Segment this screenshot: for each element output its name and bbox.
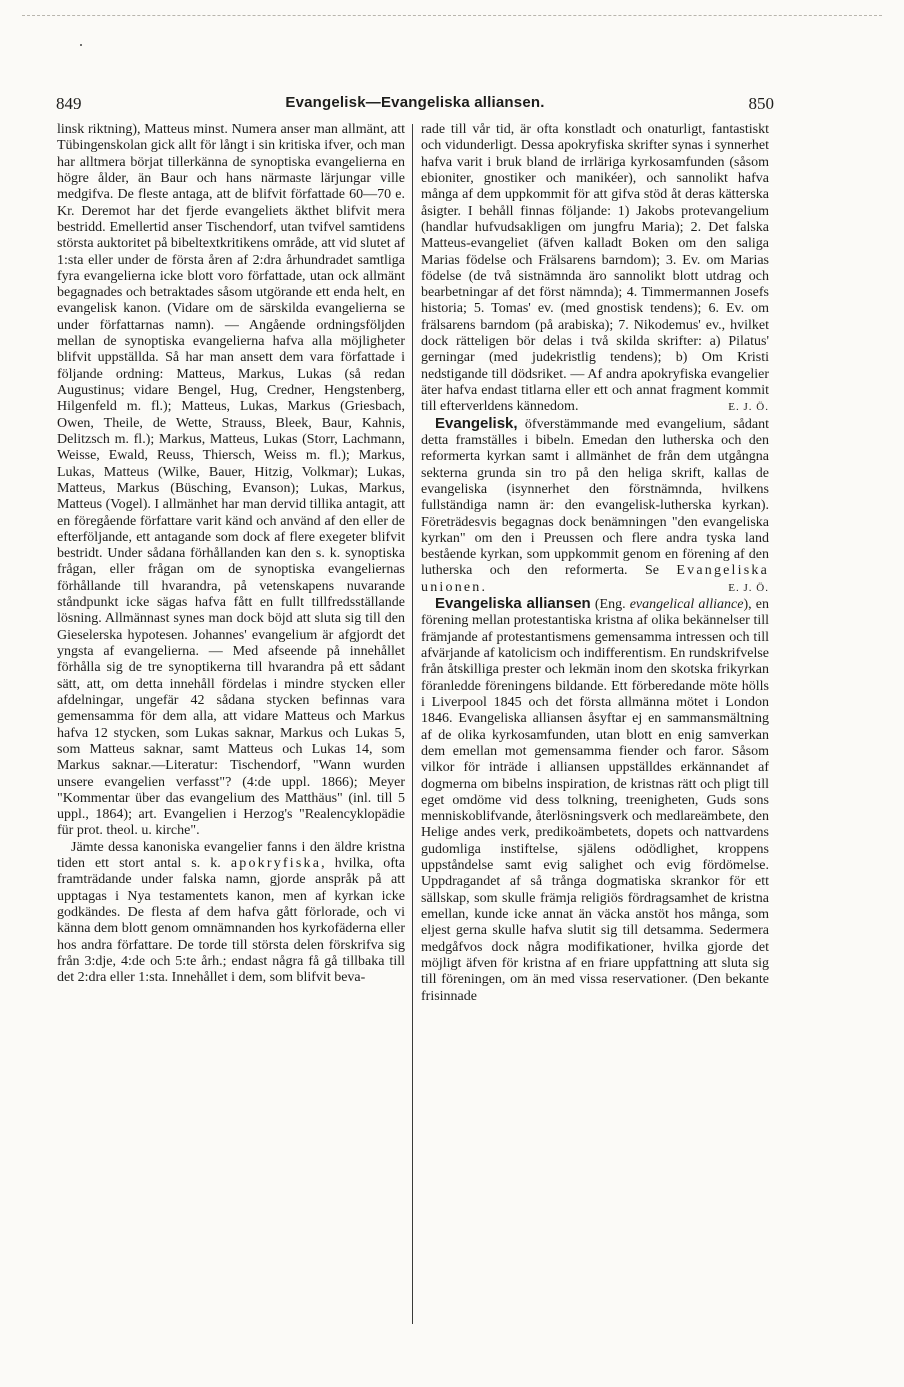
entry-evangelisk — [421, 416, 769, 596]
headword-evangelisk: Evangelisk, — [435, 414, 518, 432]
entry-evangeliska-alliansen-body: ), en förening mellan protestantiska kristna af olika bekännelser till främjande af protestantismens gemensamma intressen och till afvärjande af katolicism och indifferentism. En rundskrifvelse från åtskilliga prester och lekmän inom den skotska frikyrkan föranledde föreningens bildande. Ett förberedande möte hölls i Liverpool 1845 och det första allmänna mötet i London 1846. Evangeliska alliansen åsyftar ej en sammansmältning af de olika kyrkosamfunden, utan blott en enig samverkan dem emellan mot gemensamma fiender och faror. Såsom vilkor för inträde i alliansen uppställdes erkännandet af dogmerna om bibelns inspiration, de kristnas rätt och pligt till eget omdöme vid dess tolkning, treenigheten, Guds sons menniskoblifvande, återlösningsverk och medlareämbete, den Helige andes verk, predikoämbetets, dopets och nattvardens gudomliga instiftelse, själens odödlighet, kroppens uppståndelse samt evig salighet och evig fördömelse. Uppdragandet af så trånga dogmatiska skrankor för ett sällskap, som skulle främja religiös fördragsamhet de kristna emellan, kunde icke annat än väcka anstöt hos många, som eljest gerna skulle hafva slutit sig till detsamma. Sedermera medgåfvos dock några modifikationer, hvilka gjorde det möjligt äfven för kristna af en friare uppfattning att sluta sig till föreningen, om än med vissa reservationer. (Den bekante frisinnade — [421, 597, 769, 1004]
author-signature: E. J. Ö. — [728, 401, 769, 414]
apocrypha-paragraph — [57, 840, 405, 987]
cross-reference: Evangeliska unionen. — [421, 563, 769, 595]
running-title: Evangelisk—Evangeliska alliansen. — [285, 94, 545, 111]
english-term: evangelical alliance — [629, 597, 744, 613]
apocrypha-text-b: , hvilka, ofta framträdande under falska namn, gjorde anspråk på att upptagas i Nya testamentets kanon, men af kyrkan icke godkändes. De flesta af dem hafva gått förlorade, och vi känna dem blott genom omnämnanden hos kyrkofäderna eller hos andra författare. De torde till största delen förskrifva sig från 3:dje, 4:de och 5:te årh.; endast några få gå tillbaka till det 2:dra eller 1:sta. Innehållet i dem, som blifvit beva- — [57, 856, 406, 986]
print-speck — [80, 44, 82, 46]
headword-evangeliska-alliansen: Evangeliska alliansen — [435, 595, 591, 613]
english-term-open: (Eng. — [594, 597, 626, 613]
entry-evangelisk-body: öfverstämmande med evangelium, sådant detta framställes i bibeln. Emedan den lutherska och den reformerta kyrkan samt i allmänhet de från dem utgångna sekterna grunda sin tro på den heliga skrift, kallas de evangeliska (isynnerhet den förstnämnda, hvilkens fullständiga namn är: den evangelisk-lutherska kyrkan). Företrädesvis begagnas dock benämningen "den evangeliska kyrkan" om den i Preussen och flere andra tyska land bestående kyrkan, som uppkommit genom en förening af den lutherska och den reformerta. Se — [421, 416, 769, 579]
apocrypha-term: apokryfiska — [230, 856, 322, 872]
page-header — [56, 94, 774, 116]
entry-evangeliska-alliansen — [421, 596, 769, 1005]
apocrypha-continuation — [421, 122, 769, 416]
top-border — [22, 15, 882, 16]
column-rule — [412, 124, 413, 1324]
apocrypha-text-a: Jämte dessa kanoniska evangelier fanns i den äldre kristna tiden ett stort antal s. k. — [57, 839, 405, 872]
right-column — [421, 122, 769, 1005]
apocrypha-continuation-text: rade till vår tid, är ofta konstladt och onaturligt, fantastiskt och vidunderligt. Dessa apokryfiska skrifter synas i synnerhet hafva varit i bruk bland de irrläriga kyrkosamfunden (såsom ebioniter, gnostiker och manikéer), och sannolikt hafva många af dem uppkommit för att gifva stöd åt deras kätterska åsigter. I behåll finnas följande: 1) Jakobs protevangelium (handlar hufvudsakligen om jungfru Maria); 2. Det falska Matteus-evangeliet (äfven kalladt Boken om den saliga Marias födelse och Frälsarens barndom); 3. Ev. om Marias födelse (de två sistnämnda äro sannolikt blott utdrag och bearbetningar af det först nämnda); 4. Timmermannen Josefs historia; 5. Tomas' ev. (med gnostisk tendens); 6. Ev. om frälsarens barndom (på arabiska); 7. Nikodemus' ev., hvilket dock rätteligen bör delas i två skilda skrifter: a) Pilatus' gerningar (med judekristlig tendens); b) Om Kristi nedstigande till dödsriket. — Af andra apokryfiska evangelier äter hafva endast titlarna eller ett och annat fragment kommit till efterverldens kännedom. — [421, 122, 769, 415]
left-column — [57, 122, 405, 987]
author-signature: E. J. Ö. — [728, 581, 769, 594]
page-number-left: 849 — [56, 94, 82, 113]
page-number-right: 850 — [748, 94, 774, 113]
gospels-paragraph: linsk riktning), Matteus minst. Numera anser man allmänt, att Tübingenskolan gick allt för långt i sin kritiska ifver, och man har alltmera börjat tillerkänna de synoptiska evangelierna en högre ålder, än Baur och hans närmaste lärjungar ville medgifva. De fleste antaga, att de blifvit författade 60—70 e. Kr. Deremot har det fjerde evangeliets äkthet blifvit mera bestridd. Emellertid anser Tischendorf, utan tvifvel samtidens största auktoritet på bibeltextkritikens område, att vid slutet af 1:sta eller under de första åren af 2:dra århundradet samtliga fyra evangelierna icke blott voro författade, utan ock allmänt begagnades och betraktades såsom utgörande ett enda helt, en evangelisk kanon. (Vidare om de särskilda evangelierna se under författarnas namn). — Angående ordningsföljden mellan de synoptiska evangelierna hafva alla möjligheter blifvit uppställda. Så har man ansett dem vara författade i följande ordning: Matteus, Markus, Lukas (så redan Augustinus; vidare Bengel, Hug, Credner, Hengstenberg, Hilgenfeld m. fl.); Matteus, Lukas, Markus (Griesbach, Owen, Theile, de Wette, Strauss, Bleek, Baur, Kahnis, Delitzsch m. fl.); Markus, Matteus, Lukas (Storr, Lachmann, Weisse, Ewald, Reuss, Thiersch, Weiss m. fl.); Markus, Lukas, Matteus (Wilke, Bauer, Hitzig, Volkmar); Lukas, Matteus, Markus (Büsching, Evanson); Lukas, Markus, Matteus (Vogel). I allmänhet har man dervid tillika antagit, att en föregående författare varit känd och använd af den eller de efterföljande, ett antagande som dock af flere exegeter blifvit bestridt. Under sådana förhållanden kan den s. k. synoptiska frågan, eller frågan om de synoptiska evangeliernas förhållande till hvarandra, på vetenskapens nuvarande ståndpunkt icke sägas hafva fått en fullt tillfredsställande lösning. Allmännast synes man dock böjd att sluta sig till den Gieselerska hypotesen. Johannes' evangelium är afgjordt det yngsta af evangelierna. — Med afseende på innehållet förhålla sig de tre synoptikerna till hvarandra på ett sådant sätt, att, om detta innehåll fördelas i mindre stycken eller afdelningar, ungefär 42 sådana stycken befinnas vara gemensamma för dem alla, att vidare Matteus och Markus hafva 12 stycken, som Lukas saknar, Markus och Lukas 5, som Matteus saknar, samt Matteus och Lukas 14, som Markus saknar.—Literatur: Tischendorf, "Wann wurden unsere evangelien verfasst"? (4:de uppl. 1866); Meyer "Kommentar über das evangelium des Matthäus" (inl. till 5 uppl., 1864); art. Evangelien i Herzog's "Realencyklopädie für prot. theol. u. kirche". — [57, 122, 405, 839]
